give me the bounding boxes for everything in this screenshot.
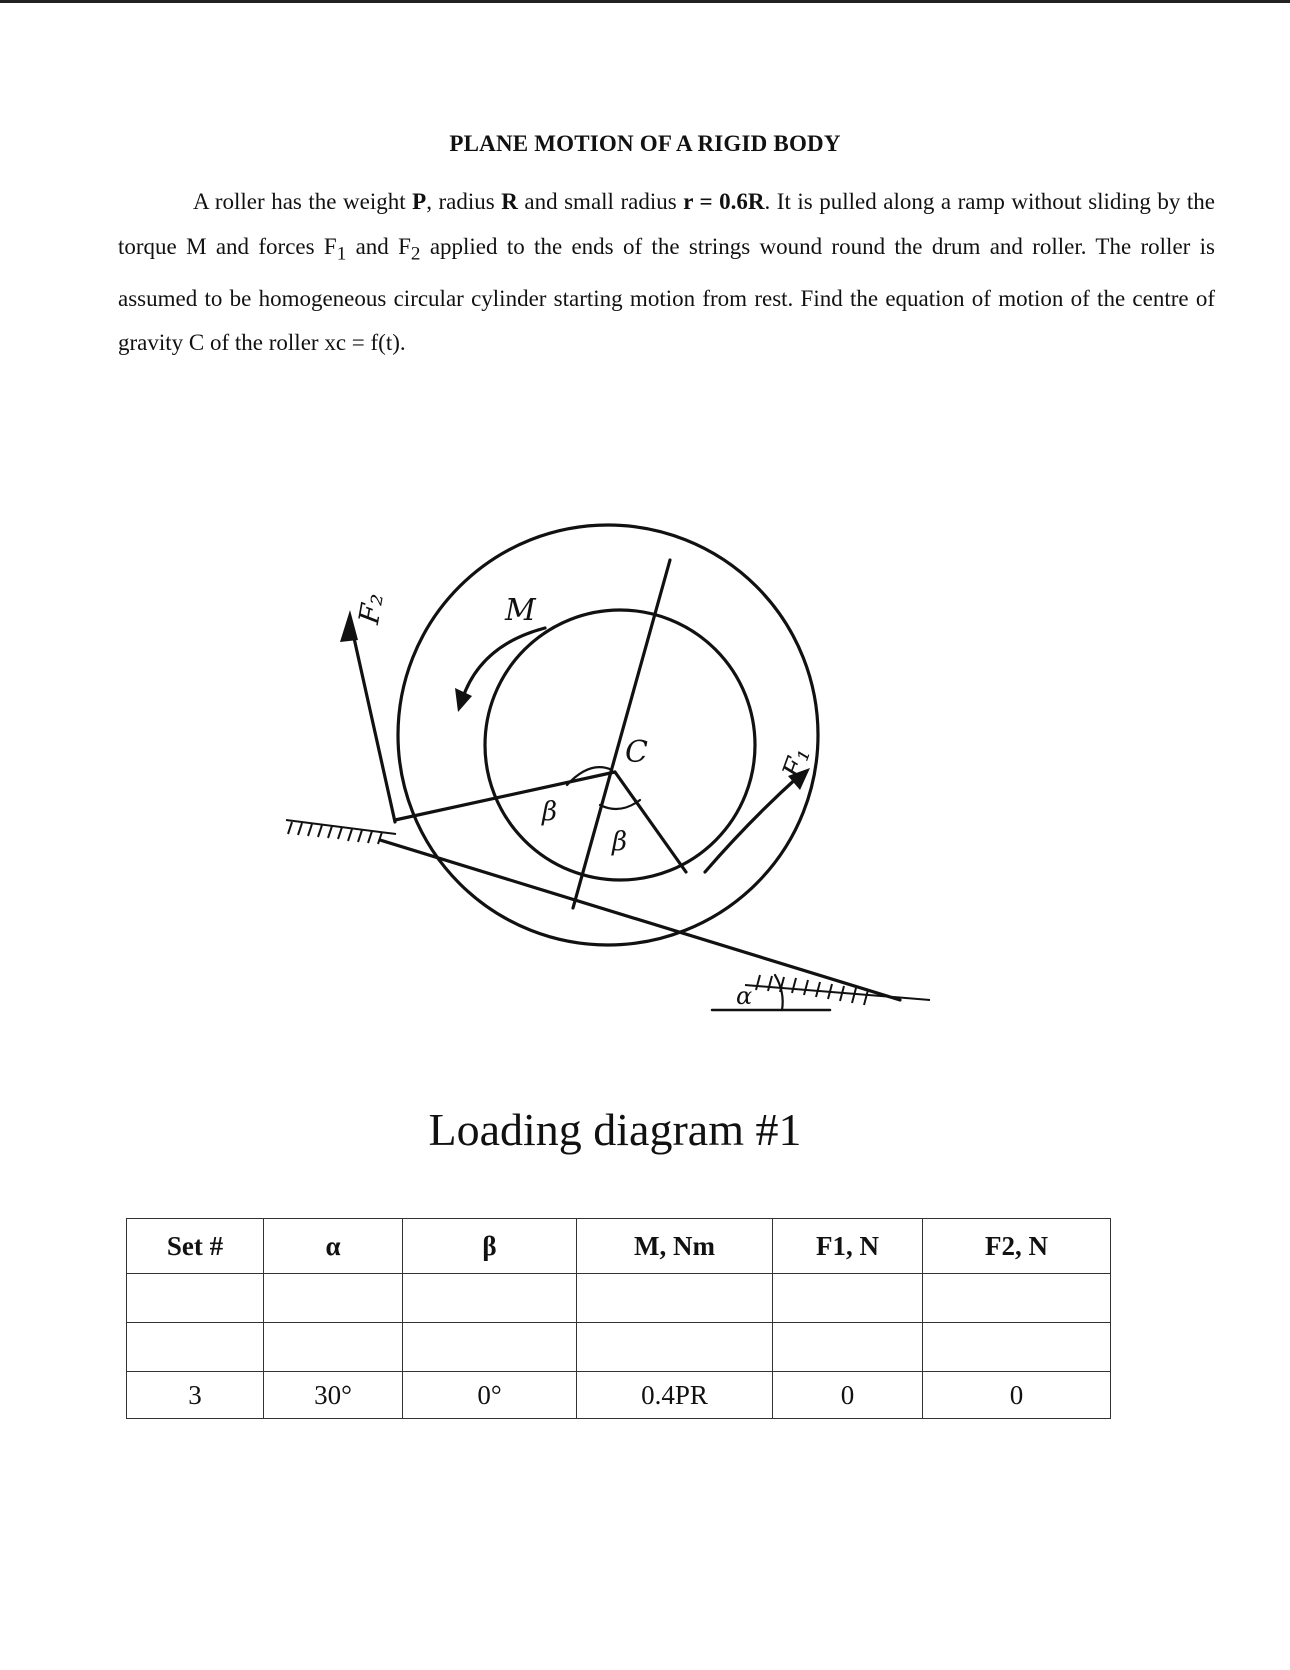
table-row-blank-2	[127, 1323, 1111, 1372]
header-f1: F1, N	[773, 1219, 923, 1274]
header-m: M, Nm	[577, 1219, 773, 1274]
string-f1	[705, 775, 800, 872]
parameters-table	[126, 1218, 1111, 1419]
page-title: PLANE MOTION OF A RIGID BODY	[449, 131, 841, 156]
table-header-row	[127, 1219, 1111, 1274]
header-beta: β	[403, 1219, 577, 1274]
cell-f2: 0	[923, 1372, 1111, 1419]
torque-symbol: M	[186, 233, 207, 259]
cell-alpha: 30°	[264, 1372, 403, 1419]
radius-line-right	[615, 772, 686, 872]
table-row	[127, 1372, 1111, 1419]
header-f2: F2, N	[923, 1219, 1111, 1274]
header-alpha: α	[264, 1219, 403, 1274]
diagram-caption: Loading diagram #1	[428, 1104, 802, 1155]
header-set: Set #	[127, 1219, 264, 1274]
torque-arc	[462, 628, 545, 700]
cell-f1: 0	[773, 1372, 923, 1419]
top-border	[0, 0, 1290, 3]
label-alpha: α	[736, 982, 753, 1010]
cell-m: 0.4PR	[577, 1372, 773, 1419]
table-row-blank-1	[127, 1274, 1111, 1323]
label-m: M	[505, 593, 536, 628]
alpha-arc	[775, 975, 783, 1010]
string-f2	[350, 620, 395, 822]
loading-diagram	[0, 520, 1290, 1040]
problem-statement: A roller has the weight P, radius R and small radius r = 0.6R. It is pulled along a ramp without sliding by the torque M and forces $F_1$ and $F_2$ applied to the ends of the strings wound round the drum and roller. The roller is assumed to be homogeneous circular cylinder starting motion from rest. Find the equation of motion of the centre of gravity C of the roller xc = f(t).	[118, 189, 1215, 356]
centre-symbol: C	[188, 330, 205, 356]
label-f1: F₁	[775, 742, 818, 784]
ramp-line	[380, 840, 900, 1000]
cell-beta: 0°	[403, 1372, 577, 1419]
label-c: C	[625, 735, 648, 770]
motion-equation: xc = f(t)	[324, 330, 400, 356]
label-f2: F₂	[352, 590, 391, 627]
small-radius-expression: r = 0.6R	[683, 189, 765, 214]
cell-set: 3	[127, 1372, 264, 1419]
label-beta-1: β	[542, 797, 558, 827]
weight-symbol: P	[412, 189, 427, 214]
label-beta-2: β	[612, 827, 628, 857]
radius-symbol: R	[501, 189, 518, 214]
